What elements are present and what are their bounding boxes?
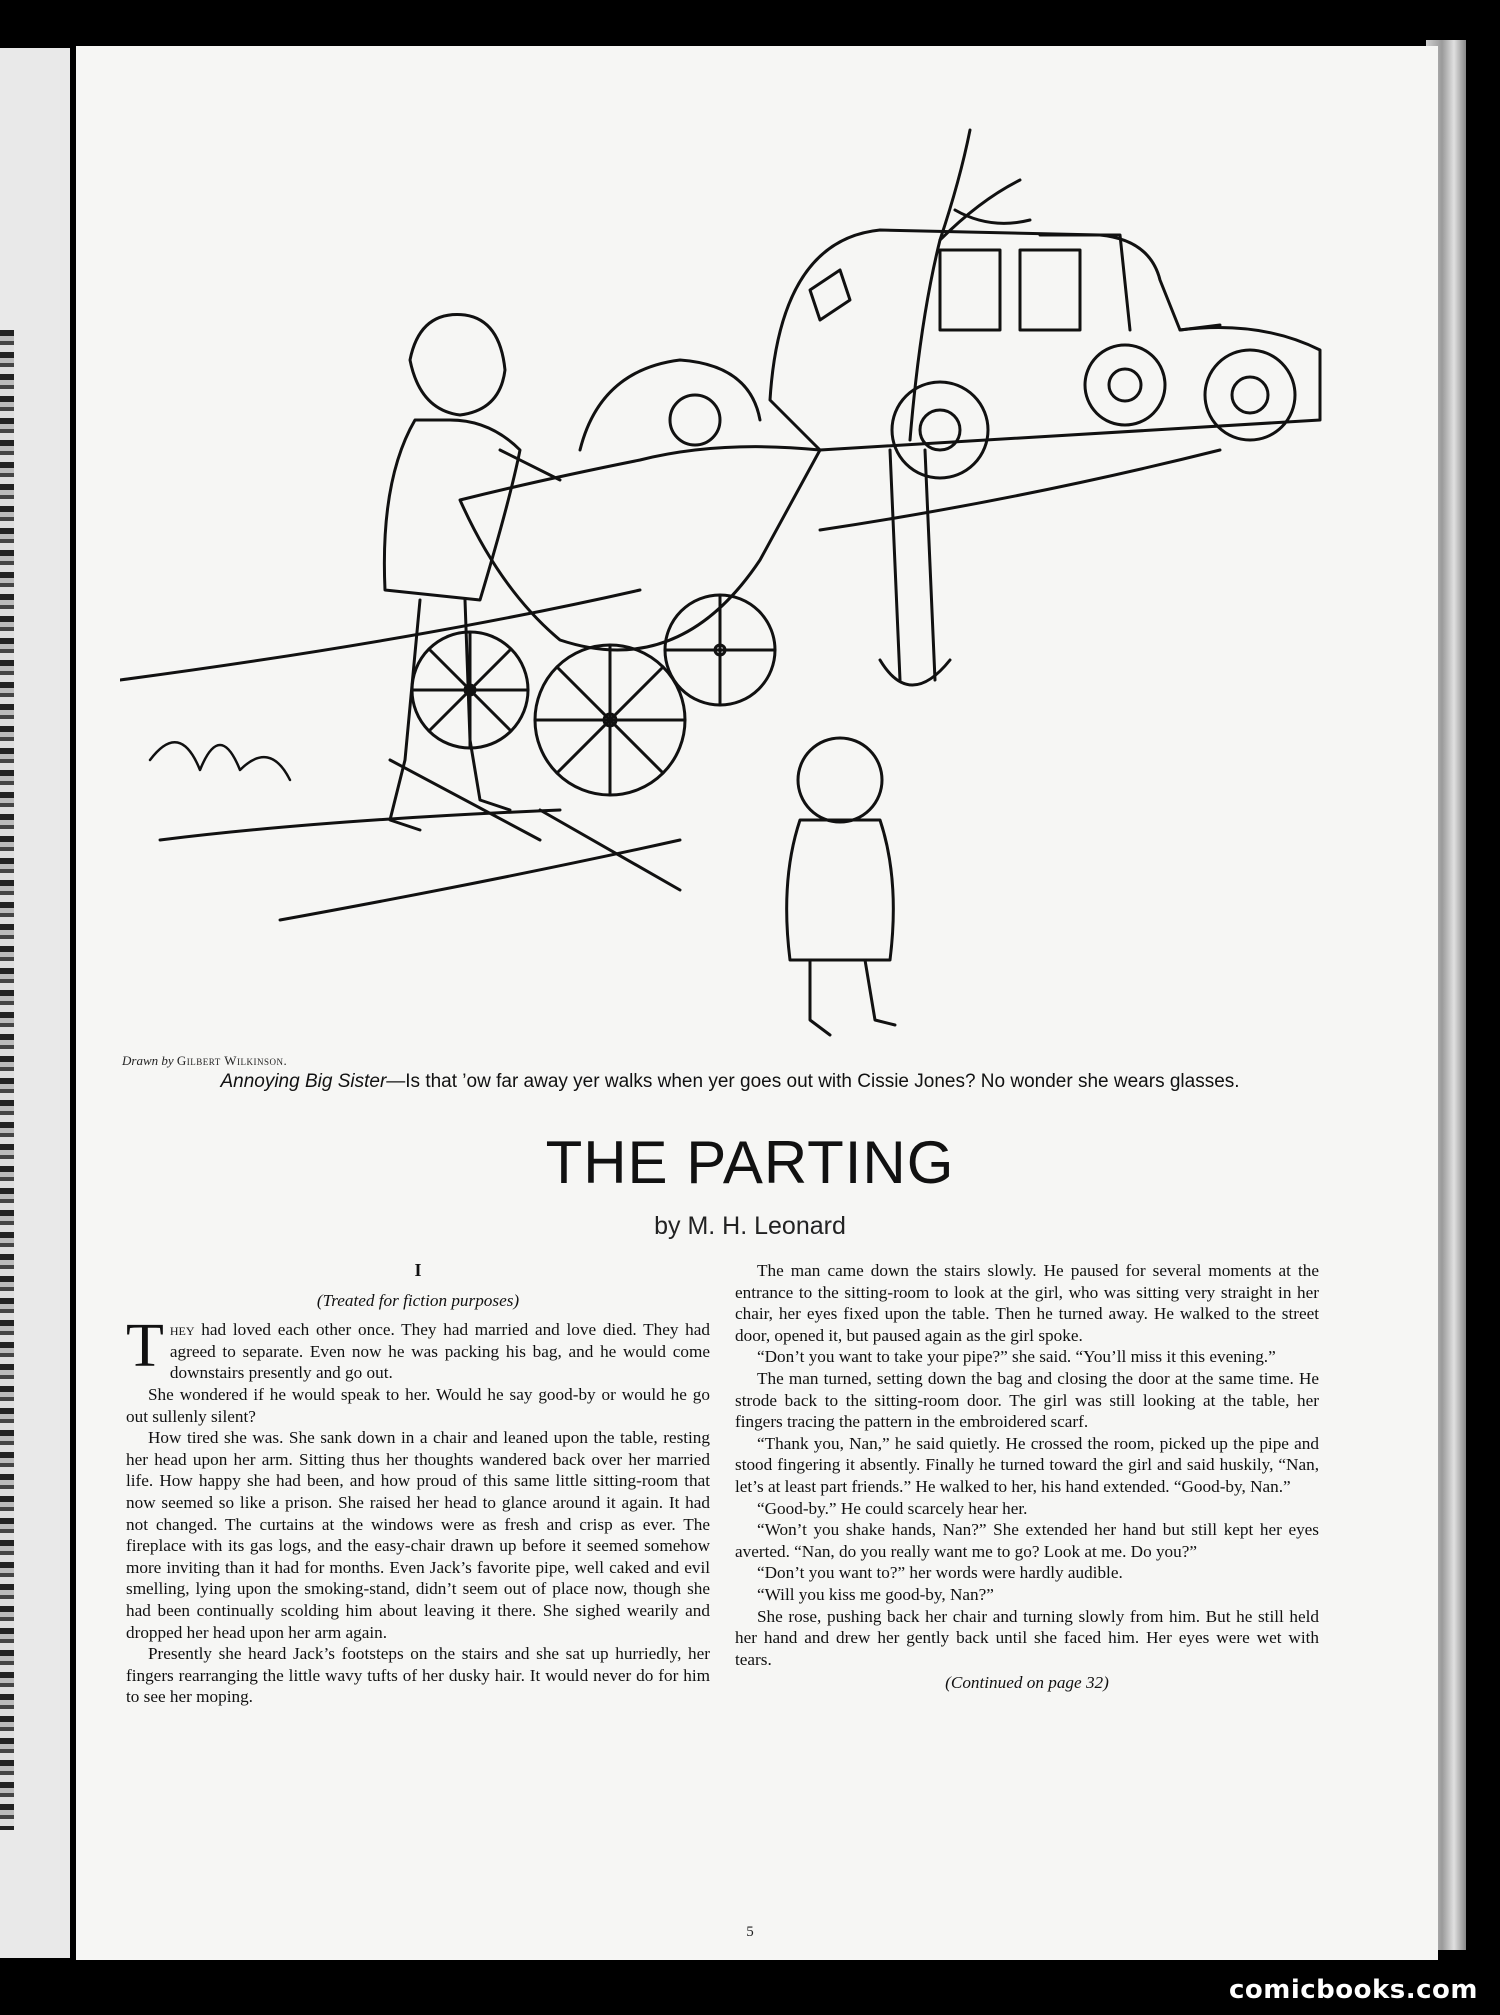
paragraph: The man came down the stairs slowly. He paused for several moments at the entrance to the sitting-room to look at the girl, who was sitting very straight in her chair, her eyes fixed upon the table. Then he turned away. He walked to the street door, opened it, but paused again as the girl spoke. — [735, 1261, 1319, 1345]
paragraph: “Will you kiss me good-by, Nan?” — [757, 1584, 994, 1604]
paragraph: She rose, pushing back her chair and turning slowly from him. But he still held her hand and drew her gently back until she faced him. Her eyes were wet with tears. — [735, 1606, 1319, 1669]
paragraph: How tired she was. She sank down in a chair and leaned upon the table, resting her head upon her arm. Sitting thus her thoughts wandered back over her married life. How happy she had been, and how proud of this same little sitting-room that now seemed so like a prison. She raised her head to glance around it again. It had not changed. The curtains at the windows were as fresh and crisp as ever. The fireplace with its gas logs, and the easy-chair drawn up before it seemed somehow more inviting than it had for months. Even Jack’s favorite pipe, well caked and evil smelling, lying upon the smoking-stand, didn’t seem out of place now, though she had been continually scolding him about leaving it there. She sighed wearily and dropped her head upon her arm again. — [126, 1428, 710, 1642]
paragraph: “Thank you, Nan,” he said quietly. He crossed the room, picked up the pipe and stood fingering it absently. Finally he turned toward the girl and said huskily, “Nan, let’s at least part friends.” He walked to her, his hand extended. “Good-by, Nan.” — [735, 1433, 1319, 1496]
caption-text: —Is that ’ow far away yer walks when yer goes out with Cissie Jones? No wonder she wears glasses. — [386, 1071, 1240, 1092]
paragraph: Presently she heard Jack’s footsteps on the stairs and she sat up hurriedly, her fingers rearranging the little wavy tufts of her dusky hair. It would never do for him to see her moping. — [126, 1644, 710, 1707]
page-number: 5 — [746, 1924, 754, 1940]
paragraph: “Won’t you shake hands, Nan?” She extended her hand but still kept her eyes averted. “Nan, do you really want me to go? Look at me. Do you?” — [735, 1520, 1319, 1561]
cartoon-illustration — [120, 120, 1340, 1060]
text-column-right — [735, 1260, 1319, 1694]
opening-paragraph: They had loved each other once. They had married and love died. They had agreed to separate. Even now he was packing his bag, and he would come downstairs presently and go out. — [126, 1312, 710, 1383]
text-column-left — [126, 1260, 710, 1708]
story-byline: by M. H. Leonard — [654, 1212, 846, 1240]
girl-drawing — [384, 315, 560, 830]
artist-credit: Drawn by Gilbert Wilkinson. — [122, 1053, 288, 1068]
section-subhead: (Treated for fiction purposes) — [316, 1290, 520, 1310]
drop-cap: T — [126, 1312, 164, 1381]
site-watermark: comicbooks.com — [1228, 1975, 1478, 2005]
caption-speaker: Annoying Big Sister — [220, 1071, 387, 1092]
pram-drawing — [412, 360, 820, 795]
paragraph: “Don’t you want to?” her words were hardly audible. — [757, 1563, 1123, 1583]
tree-post-drawing — [880, 130, 1030, 685]
paragraph: She wondered if he would speak to her. Would he say good-by or would he go out sullenly silent? — [126, 1384, 710, 1426]
toddler-drawing — [787, 738, 895, 1035]
paragraph: “Good-by.” He could scarcely hear her. — [757, 1498, 1028, 1518]
left-page-edge — [0, 330, 14, 1830]
section-numeral: I — [414, 1260, 422, 1280]
story-title: THE PARTING — [545, 1129, 955, 1196]
continued-note: (Continued on page 32) — [945, 1673, 1109, 1693]
cartoon-caption — [185, 1070, 1275, 1093]
paragraph: The man turned, setting down the bag and closing the door at the same time. He strode back to the sitting-room door. The girl was still looking at the table, her fingers tracing the pattern in the embroidered scarf. — [735, 1368, 1319, 1432]
paragraph: “Don’t you want to take your pipe?” she said. “You’ll miss it this evening.” — [757, 1347, 1276, 1367]
motor-car-drawing — [770, 230, 1320, 478]
